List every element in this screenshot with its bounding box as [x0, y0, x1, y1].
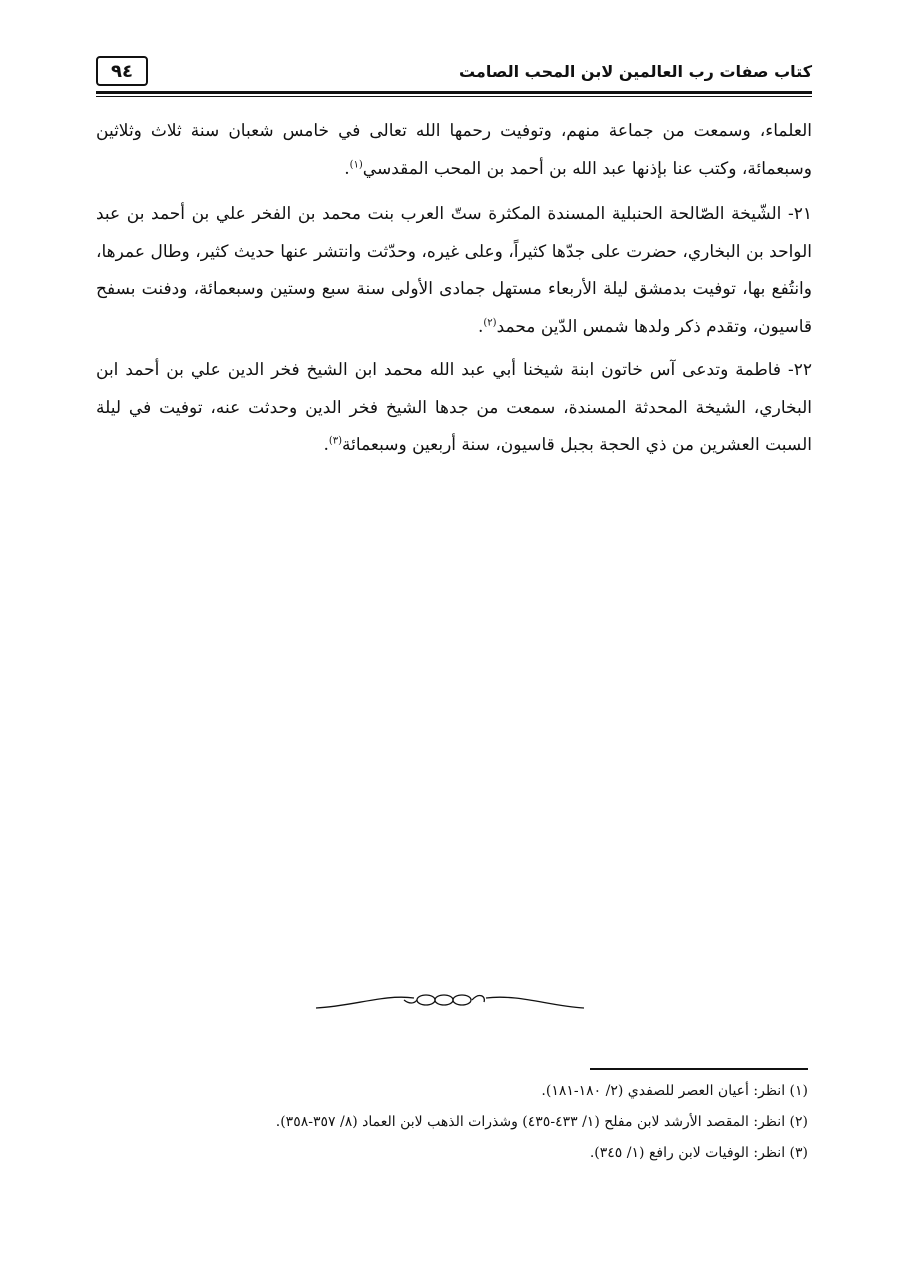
footnote-1: (١) انظر: أعيان العصر للصفدي (٢/ ١٨٠-١٨١). — [541, 1083, 808, 1099]
entry-22 — [96, 352, 812, 465]
footnotes — [96, 1076, 808, 1169]
footnote-ref-3: (٣) — [328, 435, 343, 447]
footnote-ref-1: (١) — [349, 158, 363, 170]
footnote-ref-2: (٢) — [483, 316, 497, 328]
page-number-box — [96, 56, 148, 86]
entry-22-text: ٢٢- فاطمة وتدعى آس خاتون ابنة شيخنا أبي عبد الله محمد ابن الشيخ فخر الدين علي بن أحمد ابن البخاري، الشيخة المحدثة المسندة، سمعت من جدها الشيخ فخر الدين وحدثت عنه، توفيت في ليلة السبت العشرين من ذي الحجة بجبل قاسيون، سنة أربعين وسبعمائة — [96, 360, 812, 455]
main-text — [96, 113, 812, 471]
decorative-flourish-icon — [314, 988, 586, 1018]
entry-21 — [96, 196, 812, 346]
continuation-text: العلماء، وسمعت من جماعة منهم، وتوفيت رحمها الله تعالى في خامس شعبان سنة ثلاث وثلاثين وسبعمائة، وكتب عنا بإذنها عبد الله بن أحمد بن المحب المقدسي — [96, 121, 812, 179]
footnote-separator — [590, 1068, 808, 1070]
page-number: ٩٤ — [111, 60, 133, 82]
footnote-2: (٢) انظر: المقصد الأرشد لابن مفلح (١/ ٤٣٣-٤٣٥) وشذرات الذهب لابن العماد (٨/ ٣٥٧-٣٥٨). — [275, 1114, 808, 1130]
period: . — [477, 316, 484, 337]
book-title: كتاب صفات رب العالمين لابن المحب الصامت — [458, 62, 812, 81]
period: . — [323, 435, 329, 455]
footnote-3: (٣) انظر: الوفيات لابن رافع (١/ ٣٤٥). — [589, 1145, 808, 1161]
page-header — [96, 56, 812, 94]
header-rule — [96, 91, 812, 97]
period: . — [344, 158, 350, 179]
entry-21-text: ٢١- الشّيخة الصّالحة الحنبلية المسندة المكثرة ستّ العرب بنت محمد بن الفخر علي بن أحمد بن عبد الواحد بن البخاري، حضرت على جدّها كثيراً، وعلى غيره، وحدّثت وانتشر عنها حديث كثير، وطال عمرها، وانتُفع بها، توفيت بدمشق ليلة الأربعاء مستهل جمادى الأولى سنة سبع وستين وسبعمائة، ودفنت بسفح قاسيون، وتقدم ذكر ولدها شمس الدّين محمد — [96, 204, 812, 337]
continuation-paragraph — [96, 113, 812, 188]
